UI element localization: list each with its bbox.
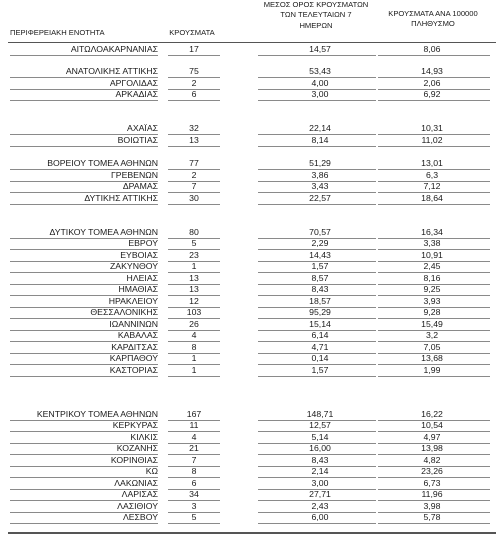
seven-day-average-cell: 51,29 xyxy=(309,158,331,168)
cell-underline xyxy=(10,55,158,56)
table-row xyxy=(0,135,500,147)
header-per-100k xyxy=(373,9,493,30)
per-100k-cell: 3,93 xyxy=(423,296,441,306)
per-100k-cell: 18,64 xyxy=(421,193,443,203)
seven-day-average-cell: 12,57 xyxy=(309,420,331,430)
cases-cell: 17 xyxy=(189,44,199,54)
cell-underline xyxy=(378,376,490,377)
table-row xyxy=(0,365,500,377)
cell-underline xyxy=(168,146,220,147)
region-cell: ΑΝΑΤΟΛΙΚΗΣ ΑΤΤΙΚΗΣ xyxy=(65,66,158,76)
cases-cell: 8 xyxy=(191,342,197,352)
cases-cell: 21 xyxy=(189,443,199,453)
region-cell: ΑΙΤΩΛΟΑΚΑΡΝΑΝΙΑΣ xyxy=(70,44,158,54)
cell-underline xyxy=(168,100,220,101)
cell-underline xyxy=(10,523,158,524)
header-divider xyxy=(8,42,496,43)
cases-cell: 80 xyxy=(189,227,199,237)
table-row xyxy=(0,123,500,135)
table-row xyxy=(0,227,500,239)
region-cell: ΗΛΕΙΑΣ xyxy=(126,273,158,283)
cases-cell: 12 xyxy=(189,296,199,306)
per-100k-cell: 10,54 xyxy=(421,420,443,430)
header-avg-line-1: ΜΕΣΟΣ ΟΡΟΣ ΚΡΟΥΣΜΑΤΩΝ xyxy=(263,0,369,9)
per-100k-cell: 8,16 xyxy=(423,273,441,283)
region-cell: ΛΕΣΒΟΥ xyxy=(122,512,158,522)
cell-underline xyxy=(378,146,490,147)
header-per-line-2: ΠΛΗΘΥΣΜΟ xyxy=(411,19,455,29)
seven-day-average-cell: 2,29 xyxy=(311,238,329,248)
cases-cell: 5 xyxy=(191,238,197,248)
region-cell: ΛΑΚΩΝΙΑΣ xyxy=(114,478,158,488)
region-cell: ΘΕΣΣΑΛΟΝΙΚΗΣ xyxy=(90,307,158,317)
seven-day-average-cell: 1,57 xyxy=(311,365,329,375)
table-row xyxy=(0,261,500,273)
per-100k-cell: 6,92 xyxy=(423,89,441,99)
seven-day-average-cell: 3,43 xyxy=(311,181,329,191)
per-100k-cell: 6,3 xyxy=(425,170,439,180)
region-cell: ΑΡΚΑΔΙΑΣ xyxy=(115,89,158,99)
per-100k-cell: 3,2 xyxy=(425,330,439,340)
seven-day-average-cell: 15,14 xyxy=(309,319,331,329)
region-cell: ΚΟΡΙΝΘΙΑΣ xyxy=(110,455,158,465)
cases-cell: 1 xyxy=(191,261,197,271)
region-cell: ΕΥΒΟΙΑΣ xyxy=(120,250,158,260)
seven-day-average-cell: 1,57 xyxy=(311,261,329,271)
per-100k-cell: 3,38 xyxy=(423,238,441,248)
cell-underline xyxy=(378,55,490,56)
per-100k-cell: 15,49 xyxy=(421,319,443,329)
table-row xyxy=(0,307,500,319)
cell-underline xyxy=(258,204,376,205)
table-row xyxy=(0,455,500,467)
cases-cell: 167 xyxy=(186,409,202,419)
region-cell: ΑΧΑΪΑΣ xyxy=(127,123,158,133)
cases-cell: 13 xyxy=(189,284,199,294)
cell-underline xyxy=(378,204,490,205)
table-row xyxy=(0,501,500,513)
table-row xyxy=(0,489,500,501)
table-row xyxy=(0,193,500,205)
seven-day-average-cell: 6,00 xyxy=(311,512,329,522)
table-row xyxy=(0,44,500,56)
region-cell: ΒΟΡΕΙΟΥ ΤΟΜΕΑ ΑΘΗΝΩΝ xyxy=(47,158,158,168)
table-row xyxy=(0,66,500,78)
seven-day-average-cell: 2,43 xyxy=(311,501,329,511)
cell-underline xyxy=(258,376,376,377)
region-cell: ΖΑΚΥΝΘΟΥ xyxy=(110,261,158,271)
cases-cell: 8 xyxy=(191,466,197,476)
per-100k-cell: 3,98 xyxy=(423,501,441,511)
seven-day-average-cell: 70,57 xyxy=(309,227,331,237)
cases-cell: 6 xyxy=(191,89,197,99)
cases-cell: 75 xyxy=(189,66,199,76)
seven-day-average-cell: 8,43 xyxy=(311,284,329,294)
table-row xyxy=(0,170,500,182)
cases-cell: 77 xyxy=(189,158,199,168)
region-cell: ΚΑΣΤΟΡΙΑΣ xyxy=(109,365,158,375)
seven-day-average-cell: 8,57 xyxy=(311,273,329,283)
table-row xyxy=(0,342,500,354)
cell-underline xyxy=(258,146,376,147)
cell-underline xyxy=(10,100,158,101)
seven-day-average-cell: 4,00 xyxy=(311,78,329,88)
seven-day-average-cell: 16,00 xyxy=(309,443,331,453)
table-row xyxy=(0,89,500,101)
table-row xyxy=(0,273,500,285)
table-row xyxy=(0,181,500,193)
cell-underline xyxy=(10,204,158,205)
region-cell: ΙΩΑΝΝΙΝΩΝ xyxy=(109,319,158,329)
per-100k-cell: 10,91 xyxy=(421,250,443,260)
seven-day-average-cell: 4,71 xyxy=(311,342,329,352)
cases-cell: 5 xyxy=(191,512,197,522)
per-100k-cell: 9,28 xyxy=(423,307,441,317)
per-100k-cell: 7,05 xyxy=(423,342,441,352)
cases-cell: 1 xyxy=(191,353,197,363)
per-100k-cell: 6,73 xyxy=(423,478,441,488)
region-cell: ΚΩ xyxy=(145,466,158,476)
table-row xyxy=(0,353,500,365)
table-row xyxy=(0,296,500,308)
seven-day-average-cell: 8,43 xyxy=(311,455,329,465)
cases-cell: 4 xyxy=(191,432,197,442)
region-cell: ΗΜΑΘΙΑΣ xyxy=(118,284,158,294)
table-row xyxy=(0,250,500,262)
header-seven-day-average xyxy=(257,0,375,31)
cases-cell: 30 xyxy=(189,193,199,203)
region-cell: ΛΑΡΙΣΑΣ xyxy=(121,489,158,499)
table-row xyxy=(0,330,500,342)
cell-underline xyxy=(378,523,490,524)
per-100k-cell: 11,96 xyxy=(421,489,443,499)
cell-underline xyxy=(378,100,490,101)
region-cell: ΛΑΣΙΘΙΟΥ xyxy=(117,501,158,511)
table-row xyxy=(0,158,500,170)
per-100k-cell: 2,45 xyxy=(423,261,441,271)
table-row xyxy=(0,478,500,490)
cell-underline xyxy=(258,523,376,524)
cases-cell: 23 xyxy=(189,250,199,260)
cases-cell: 34 xyxy=(189,489,199,499)
table-row xyxy=(0,409,500,421)
region-cell: ΚΑΒΑΛΑΣ xyxy=(117,330,158,340)
seven-day-average-cell: 6,14 xyxy=(311,330,329,340)
cell-underline xyxy=(168,376,220,377)
region-cell: ΒΟΙΩΤΙΑΣ xyxy=(117,135,158,145)
seven-day-average-cell: 22,14 xyxy=(309,123,331,133)
table-bottom-rule xyxy=(8,532,496,534)
per-100k-cell: 14,93 xyxy=(421,66,443,76)
region-cell: ΔΥΤΙΚΗΣ ΑΤΤΙΚΗΣ xyxy=(84,193,158,203)
seven-day-average-cell: 27,71 xyxy=(309,489,331,499)
region-cell: ΔΡΑΜΑΣ xyxy=(122,181,158,191)
header-region: ΠΕΡΙΦΕΡΕΙΑΚΗ ΕΝΟΤΗΤΑ xyxy=(10,28,105,37)
per-100k-cell: 13,01 xyxy=(421,158,443,168)
seven-day-average-cell: 18,57 xyxy=(309,296,331,306)
table-row xyxy=(0,319,500,331)
table-row xyxy=(0,443,500,455)
per-100k-cell: 2,06 xyxy=(423,78,441,88)
header-per-line-1: ΚΡΟΥΣΜΑΤΑ ΑΝΑ 100000 xyxy=(388,9,478,18)
region-cell: ΓΡΕΒΕΝΩΝ xyxy=(110,170,158,180)
cases-cell: 32 xyxy=(189,123,199,133)
region-cell: ΔΥΤΙΚΟΥ ΤΟΜΕΑ ΑΘΗΝΩΝ xyxy=(49,227,158,237)
per-100k-cell: 9,25 xyxy=(423,284,441,294)
per-100k-cell: 5,78 xyxy=(423,512,441,522)
per-100k-cell: 13,98 xyxy=(421,443,443,453)
table-row xyxy=(0,238,500,250)
region-cell: ΗΡΑΚΛΕΙΟΥ xyxy=(108,296,158,306)
cases-cell: 2 xyxy=(191,78,197,88)
cell-underline xyxy=(258,100,376,101)
seven-day-average-cell: 53,43 xyxy=(309,66,331,76)
cases-cell: 3 xyxy=(191,501,197,511)
cases-cell: 13 xyxy=(189,273,199,283)
region-cell: ΚΟΖΑΝΗΣ xyxy=(116,443,158,453)
table-row xyxy=(0,78,500,90)
cases-cell: 11 xyxy=(189,420,199,430)
cell-underline xyxy=(10,376,158,377)
header-cases: ΚΡΟΥΣΜΑΤΑ xyxy=(169,28,215,37)
table-row xyxy=(0,420,500,432)
seven-day-average-cell: 2,14 xyxy=(311,466,329,476)
cell-underline xyxy=(10,146,158,147)
cases-cell: 7 xyxy=(191,181,197,191)
cell-underline xyxy=(168,204,220,205)
seven-day-average-cell: 14,43 xyxy=(309,250,331,260)
region-cell: ΚΕΡΚΥΡΑΣ xyxy=(112,420,158,430)
table-row xyxy=(0,284,500,296)
per-100k-cell: 7,12 xyxy=(423,181,441,191)
cases-cell: 2 xyxy=(191,170,197,180)
table-row xyxy=(0,466,500,478)
seven-day-average-cell: 5,14 xyxy=(311,432,329,442)
seven-day-average-cell: 22,57 xyxy=(309,193,331,203)
per-100k-cell: 4,97 xyxy=(423,432,441,442)
seven-day-average-cell: 3,86 xyxy=(311,170,329,180)
cell-underline xyxy=(168,523,220,524)
cases-cell: 7 xyxy=(191,455,197,465)
cases-cell: 6 xyxy=(191,478,197,488)
cell-underline xyxy=(258,55,376,56)
cases-cell: 1 xyxy=(191,365,197,375)
seven-day-average-cell: 3,00 xyxy=(311,478,329,488)
region-cell: ΑΡΓΟΛΙΔΑΣ xyxy=(109,78,158,88)
per-100k-cell: 10,31 xyxy=(421,123,443,133)
per-100k-cell: 4,82 xyxy=(423,455,441,465)
per-100k-cell: 11,02 xyxy=(421,135,443,145)
region-cell: ΚΑΡΠΑΘΟΥ xyxy=(109,353,158,363)
cases-cell: 4 xyxy=(191,330,197,340)
per-100k-cell: 16,34 xyxy=(421,227,443,237)
per-100k-cell: 13,68 xyxy=(421,353,443,363)
cases-cell: 103 xyxy=(186,307,202,317)
seven-day-average-cell: 3,00 xyxy=(311,89,329,99)
region-cell: ΚΙΛΚΙΣ xyxy=(130,432,158,442)
per-100k-cell: 23,26 xyxy=(421,466,443,476)
per-100k-cell: 1,99 xyxy=(423,365,441,375)
per-100k-cell: 16,22 xyxy=(421,409,443,419)
region-cell: ΕΒΡΟΥ xyxy=(128,238,158,248)
table-row xyxy=(0,512,500,524)
region-cell: ΚΑΡΔΙΤΣΑΣ xyxy=(111,342,158,352)
seven-day-average-cell: 0,14 xyxy=(311,353,329,363)
seven-day-average-cell: 95,29 xyxy=(309,307,331,317)
cell-underline xyxy=(168,55,220,56)
seven-day-average-cell: 14,57 xyxy=(309,44,331,54)
header-avg-line-3: ΗΜΕΡΩΝ xyxy=(299,20,333,30)
seven-day-average-cell: 8,14 xyxy=(311,135,329,145)
seven-day-average-cell: 148,71 xyxy=(306,409,334,419)
table-row xyxy=(0,432,500,444)
cases-cell: 13 xyxy=(189,135,199,145)
per-100k-cell: 8,06 xyxy=(423,44,441,54)
cases-cell: 26 xyxy=(189,319,199,329)
region-cell: ΚΕΝΤΡΙΚΟΥ ΤΟΜΕΑ ΑΘΗΝΩΝ xyxy=(36,409,158,419)
header-avg-line-2: ΤΩΝ ΤΕΛΕΥΤΑΙΩΝ 7 xyxy=(280,10,352,20)
